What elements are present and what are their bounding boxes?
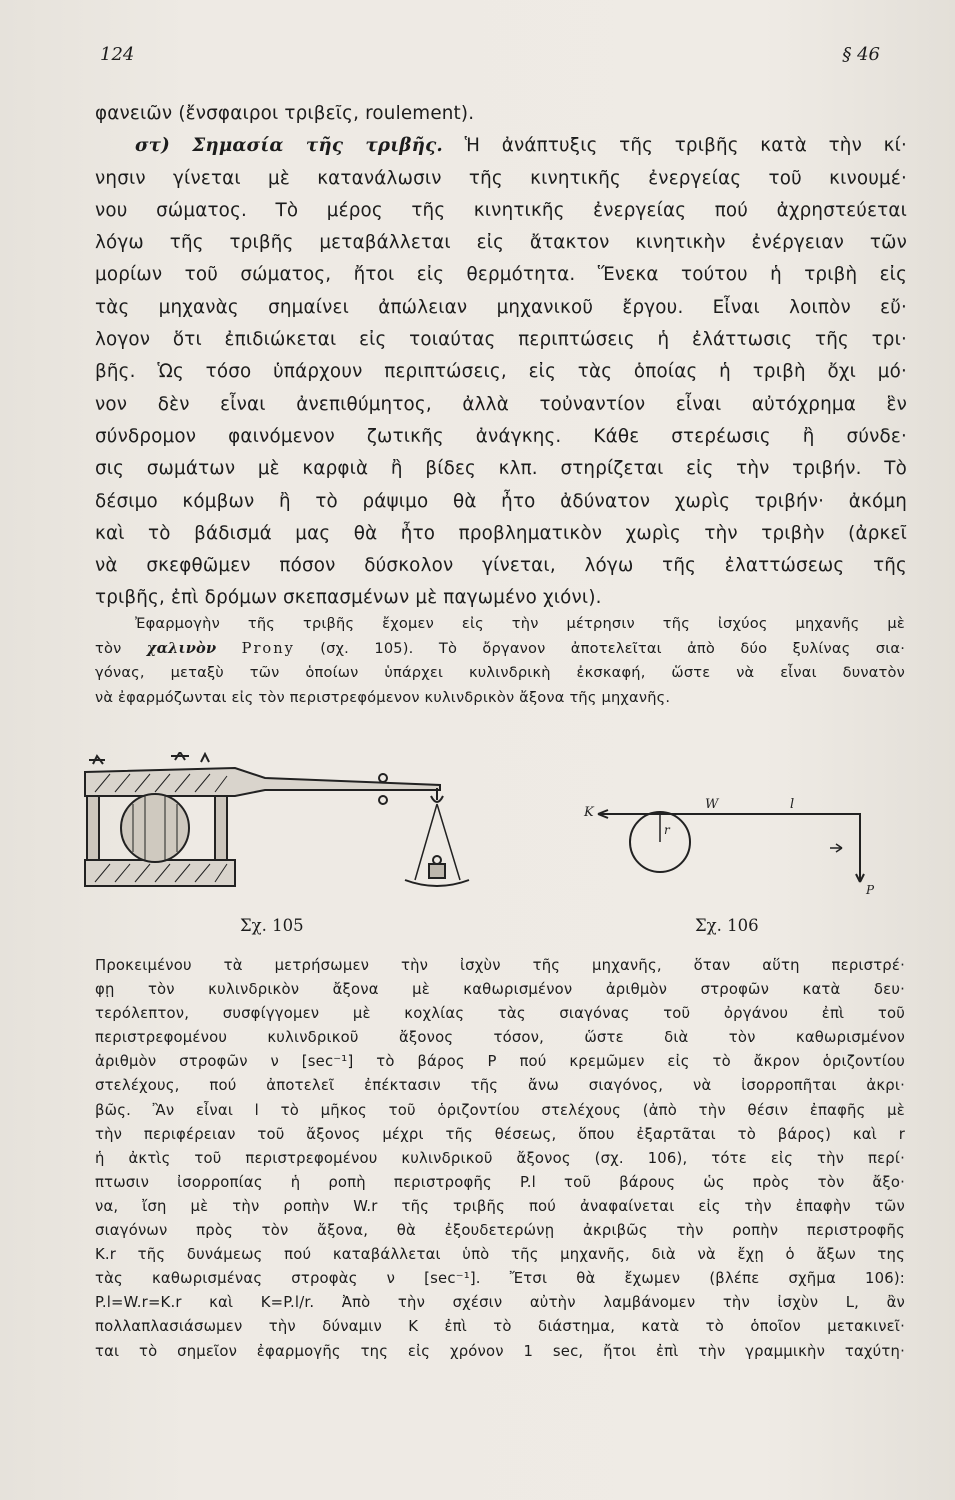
label-r: r [664, 823, 670, 837]
text-line: καὶ τὸ βάδισμά μας θὰ ἦτο προβληματικὸν χωρὶς τὴν τριβὴν (ἀρκεῖ [95, 522, 907, 544]
text-line: σιαγόνων πρὸς τὸν ἄξονα, θὰ ἐξουδετερώνῃ ἀκριβῶς τὴν ροπὴν περιστροφῆς [95, 1222, 905, 1240]
text-line: νον δὲν εἶναι ἀνεπιθύμητος, ἀλλὰ τοὐναντίον εἶναι αὐτόχρημα ἓν [95, 393, 907, 415]
text-line: φανειῶν (ἔνσφαιροι τριβεῖς, roulement). [95, 103, 475, 124]
person-name: Prony [241, 639, 295, 657]
text-line: τὰς μηχανὰς σημαίνει ἀπώλειαν μηχανικοῦ ἔργου. Εἶναι λοιπὸν εὔ· [95, 296, 907, 318]
label-P: P [866, 883, 875, 897]
page-header [100, 44, 880, 74]
text-line: ἡ ἀκτὶς τοῦ περιστρεφομένου κυλινδρικοῦ ἄξονος (σχ. 106), τότε εἰς τὴν περί· [95, 1149, 905, 1167]
label-K: K [584, 805, 594, 820]
text-line: στελέχους, πού ἀποτελεῖ ἐπέκτασιν τῆς ἄνω σιαγόνος, νὰ ἰσορροπῆται ἀκρι· [95, 1077, 905, 1095]
text-line [95, 637, 905, 662]
text-line: τριβῆς, ἐπὶ δρόμων σκεπασμένων μὲ παγωμένο χιόνι). [95, 587, 602, 609]
text-line: K.r τῆς δυνάμεως πού καταβάλλεται ὑπὸ τῆς μηχανῆς, διὰ νὰ ἔχῃ ὁ ἄξων της [95, 1246, 905, 1264]
text-line: σις σωμάτων μὲ καρφιὰ ἢ βίδες κλπ. στηρίζεται εἰς τὴν τριβήν. Τὸ [95, 458, 907, 480]
text-line: βῆς. Ὡς τόσο ὑπάρχουν περιπτώσεις, εἰς τὰς ὁποίας ἡ τριβὴ ὄχι μό· [95, 361, 907, 383]
text-line: νὰ ἐφαρμόζωνται εἰς τὸν περιστρεφόμενον κυλινδρικὸν ἄξονα τῆς μηχανῆς. [95, 688, 671, 706]
friction-importance-paragraph [95, 98, 907, 615]
text-span: (σχ. 105). Τὸ ὄργανον ἀποτελεῖται ἀπὸ δύο ξυλίνας σια· [320, 639, 905, 657]
text-line: δέσιμο κόμβων ἢ τὸ ράψιμο θὰ ἦτο ἀδύνατον χωρὶς τριβήν· ἀκόμη [95, 490, 907, 512]
upper-jaw-arm [85, 768, 440, 796]
text-line: νου σώματος. Τὸ μέρος τῆς κινητικῆς ἐνεργείας πού ἀχρηστεύεται [95, 199, 907, 221]
label-l: l [790, 797, 795, 812]
text-span: Ἡ ἀνάπτυξις τῆς τριβῆς κατὰ τὴν κί· [464, 135, 907, 157]
text-line: λόγω τῆς τριβῆς μεταβάλλεται εἰς ἄτακτον κινητικὴν ἐνέργειαν τῶν [95, 232, 907, 254]
weight [429, 864, 445, 878]
page-number: 124 [100, 44, 135, 65]
text-line [95, 130, 907, 162]
text-line: P.l=W.r=K.r καὶ K=P.l/r. Ἀπὸ τὴν σχέσιν αὐτὴν λαμβάνομεν τὴν ἰσχὺν L, ἂν [95, 1294, 905, 1312]
text-line: σύνδρομον φαινόμενον ζωτικῆς ἀνάγκης. Κάθε στερέωσις ἢ σύνδε· [95, 425, 907, 447]
text-line: περιστρεφομένου κυλινδρικοῦ ἄξονος τόσον, ὥστε διὰ τὸν καθωρισμένον [95, 1029, 905, 1047]
text-line: ται τὸ σημεῖον ἐφαρμογῆς της εἰς χρόνον 1 sec, ἤτοι ἐπὶ τὴν γραμμικὴν ταχύτη· [95, 1342, 905, 1360]
text-line: βῶς. Ἂν εἶναι l τὸ μῆκος τοῦ ὁριζοντίου στελέχους (ἀπὸ τὴν θέσιν ἐπαφῆς μὲ [95, 1101, 905, 1119]
figure-106-caption: Σχ. 106 [695, 916, 759, 935]
text-line: μορίων τοῦ σώματος, ἤτοι εἰς θερμότητα. Ἕνεκα τούτου ἡ τριβὴ εἰς [95, 264, 907, 286]
arrow-K [598, 814, 860, 882]
lower-jaw [85, 860, 235, 886]
text-line: φῃ τὸν κυλινδρικὸν ἄξονα μὲ καθωρισμένον ἀριθμὸν στροφῶν κατὰ δευ· [95, 981, 905, 999]
text-line: τὰς καθωρισμένας στροφὰς ν [sec⁻¹]. Ἔτσι θὰ ἔχωμεν (βλέπε σχῆμα 106): [95, 1270, 905, 1288]
power-measurement-paragraph [95, 954, 905, 1364]
section-number: § 46 [842, 44, 880, 65]
text-line: νησιν γίνεται μὲ κατανάλωσιν τῆς κινητικῆς ἐνεργείας τοῦ κινουμέ· [95, 167, 907, 189]
emphasis-term: χαλινὸν [146, 639, 217, 657]
text-line: τερόλεπτον, συσφίγγομεν μὲ κοχλίας τὰς σιαγόνας τοῦ ὀργάνου ἐπὶ τοῦ [95, 1005, 905, 1023]
figure-106-diagram [580, 790, 880, 910]
figure-105-caption: Σχ. 105 [240, 916, 304, 935]
text-line: γόνας, μεταξὺ τῶν ὁποίων ὑπάρχει κυλινδρικὴ ἐκσκαφή, ὥστε νὰ εἶναι δυνατὸν [95, 664, 905, 681]
text-line: Προκειμένου τὰ μετρήσωμεν τὴν ἰσχὺν τῆς μηχανῆς, ὅταν αὕτη περιστρέ· [95, 957, 905, 974]
text-line: να, ἴση μὲ τὴν ροπὴν W.r τῆς τριβῆς πού ἀναφαίνεται εἰς τὴν ἐπαφὴν τῶν [95, 1197, 905, 1215]
text-line: Ἐφαρμογὴν τῆς τριβῆς ἔχομεν εἰς τὴν μέτρησιν τῆς ἰσχύος μηχανῆς μὲ [135, 615, 905, 632]
scale-pan [405, 880, 469, 886]
text-line: πολλαπλασιάσωμεν τὴν δύναμιν K ἐπὶ τὸ διάστημα, κατὰ τὸ ὁποῖον μετακινεῖ· [95, 1318, 905, 1336]
text-line: πτωσιν ἰσορροπίας ἡ ροπὴ περιστροφῆς P.l τοῦ βάρους ὡς πρὸς τὸν ἄξο· [95, 1173, 905, 1191]
text-line: νὰ σκεφθῶμεν πόσον δύσκολον γίνεται, λόγω τῆς ἐλαττώσεως τῆς [95, 555, 907, 577]
section-heading: στ) Σημασία τῆς τριβῆς. [135, 135, 443, 157]
prony-brake-paragraph [95, 612, 905, 710]
shaft-circle [121, 794, 189, 862]
figure-105-prony-brake [75, 752, 475, 912]
label-W: W [705, 797, 719, 812]
text-line: ἀριθμὸν στροφῶν ν [sec⁻¹] τὸ βάρος P πού κρεμῶμεν εἰς τὸ ἄκρον ὁριζοντίου [95, 1053, 905, 1071]
text-line: τὴν περιφέρειαν τοῦ ἄξονος μέχρι τῆς θέσεως, ὅπου ἐξαρτᾶται τὸ βάρος) καὶ r [95, 1125, 905, 1143]
text-line: λογον ὅτι ἐπιδιώκεται εἰς τοιαύτας περιπτώσεις ἡ ἐλάττωσις τῆς τρι· [95, 329, 907, 351]
text-span: τὸν [95, 639, 122, 657]
